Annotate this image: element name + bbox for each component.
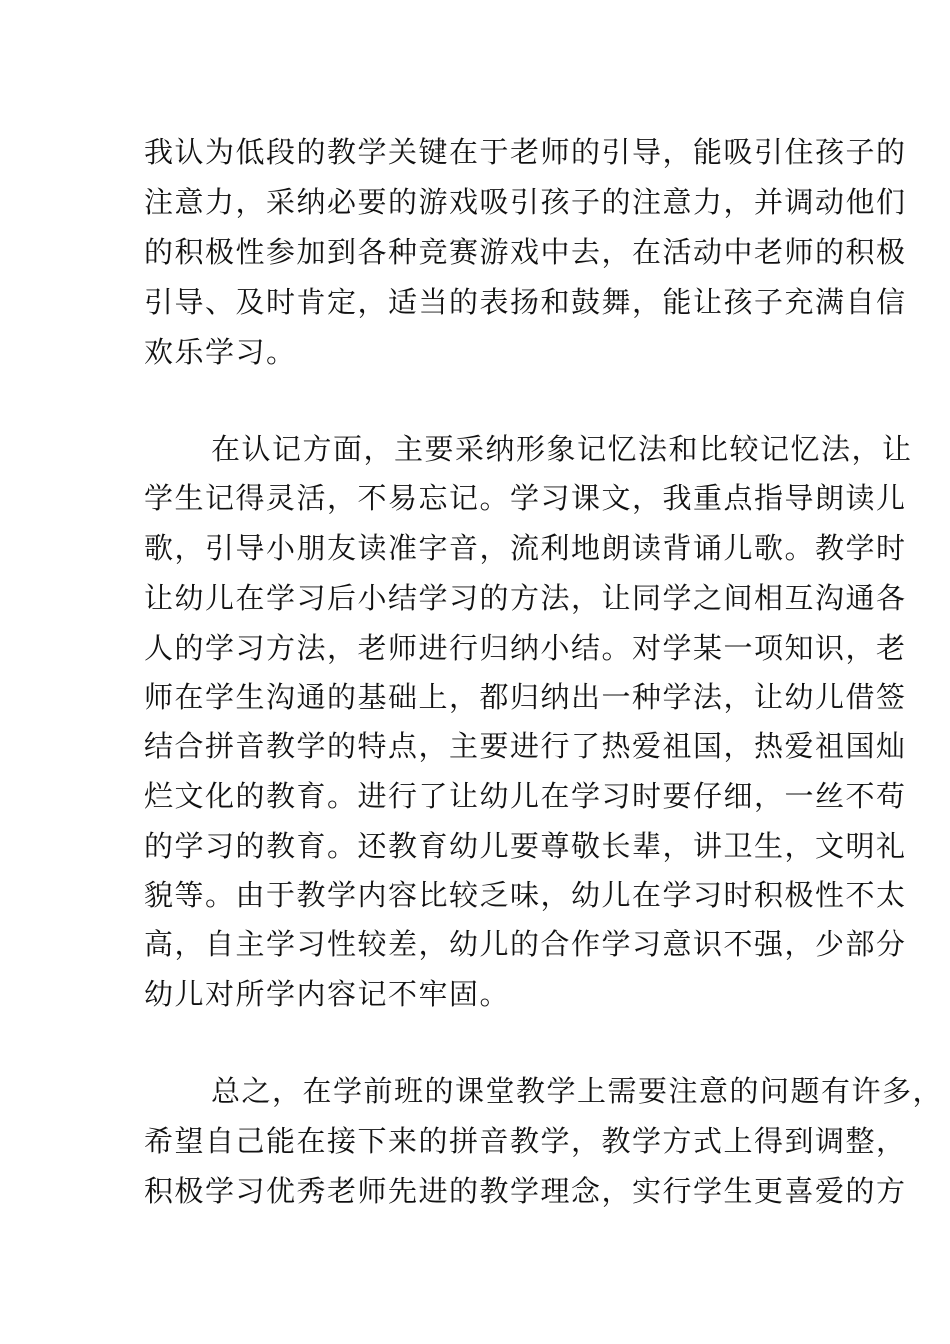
paragraph-3-line-3: 积极学习优秀老师先进的教学理念，实行学生更喜爱的方: [144, 1174, 907, 1208]
paragraph-2-line-4: 让幼儿在学习后小结学习的方法，让同学之间相互沟通各: [144, 581, 907, 615]
paragraph-2-line-11: 高，自主学习性较差，幼儿的合作学习意识不强，少部分: [144, 927, 907, 961]
paragraph-2-line-1: 在认记方面，主要采纳形象记忆法和比较记忆法，让: [211, 432, 913, 466]
paragraph-2-line-8: 烂文化的教育。进行了让幼儿在学习时要仔细，一丝不苟: [144, 779, 907, 813]
paragraph-2-line-10: 貌等。由于教学内容比较乏味，幼儿在学习时积极性不太: [144, 878, 907, 912]
paragraph-1-line-1: 我认为低段的教学关键在于老师的引导，能吸引住孩子的: [144, 135, 907, 169]
paragraph-2-line-9: 的学习的教育。还教育幼儿要尊敬长辈，讲卫生，文明礼: [144, 829, 907, 863]
paragraph-1-line-2: 注意力，采纳必要的游戏吸引孩子的注意力，并调动他们: [144, 185, 907, 219]
paragraph-3-line-2: 希望自己能在接下来的拼音教学，教学方式上得到调整，: [144, 1124, 907, 1158]
paragraph-1-line-3: 的积极性参加到各种竞赛游戏中去，在活动中老师的积极: [144, 235, 907, 269]
paragraph-1-line-5: 欢乐学习。: [144, 335, 297, 369]
paragraph-2-line-12: 幼儿对所学内容记不牢固。: [144, 977, 511, 1011]
paragraph-2-line-6: 师在学生沟通的基础上，都归纳出一种学法，让幼儿借签: [144, 680, 907, 714]
paragraph-2-line-3: 歌，引导小朋友读准字音，流利地朗读背诵儿歌。教学时: [144, 531, 907, 565]
paragraph-3-line-1: 总之，在学前班的课堂教学上需要注意的问题有许多，: [211, 1074, 944, 1108]
paragraph-2-line-5: 人的学习方法，老师进行归纳小结。对学某一项知识，老: [144, 631, 907, 665]
paragraph-2-line-2: 学生记得灵活，不易忘记。学习课文，我重点指导朗读儿: [144, 481, 907, 515]
paragraph-2-line-7: 结合拼音教学的特点，主要进行了热爱祖国，热爱祖国灿: [144, 729, 907, 763]
paragraph-1-line-4: 引导、及时肯定，适当的表扬和鼓舞，能让孩子充满自信: [144, 285, 907, 319]
